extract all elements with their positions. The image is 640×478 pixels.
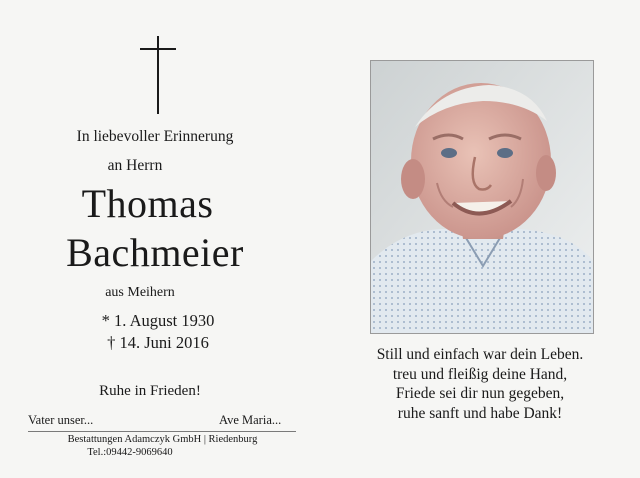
funeral-home-phone: Tel.:09442-9069640 — [87, 447, 173, 458]
last-name: Bachmeier — [66, 230, 244, 275]
verse-line: Friede sei dir nun gegeben, — [395, 385, 565, 402]
portrait-illustration — [371, 61, 593, 333]
rest-in-peace-text: Ruhe in Frieden! — [99, 383, 201, 399]
verse-line: Still und einfach war dein Leben. — [376, 346, 584, 363]
birth-date: * 1. August 1930 — [101, 311, 215, 330]
divider — [28, 431, 296, 432]
origin-text: aus Meihern — [105, 285, 175, 300]
cross-icon — [138, 36, 178, 114]
prayer-our-father: Vater unser... — [28, 413, 94, 427]
intro-text: In liebevoller Erinnerung — [76, 128, 234, 145]
salutation-text: an Herrn — [107, 157, 163, 174]
memorial-verse — [330, 345, 630, 423]
verse-line: treu und fleißig deine Hand, — [392, 365, 568, 383]
funeral-home: Bestattungen Adamczyk GmbH | Riedenburg — [67, 434, 258, 445]
death-date: † 14. Juni 2016 — [107, 333, 209, 352]
first-name: Thomas — [81, 181, 214, 226]
prayer-hail-mary: Ave Maria... — [219, 413, 282, 427]
portrait-photo — [370, 60, 594, 334]
verse-line: ruhe sanft und habe Dank! — [397, 404, 563, 422]
